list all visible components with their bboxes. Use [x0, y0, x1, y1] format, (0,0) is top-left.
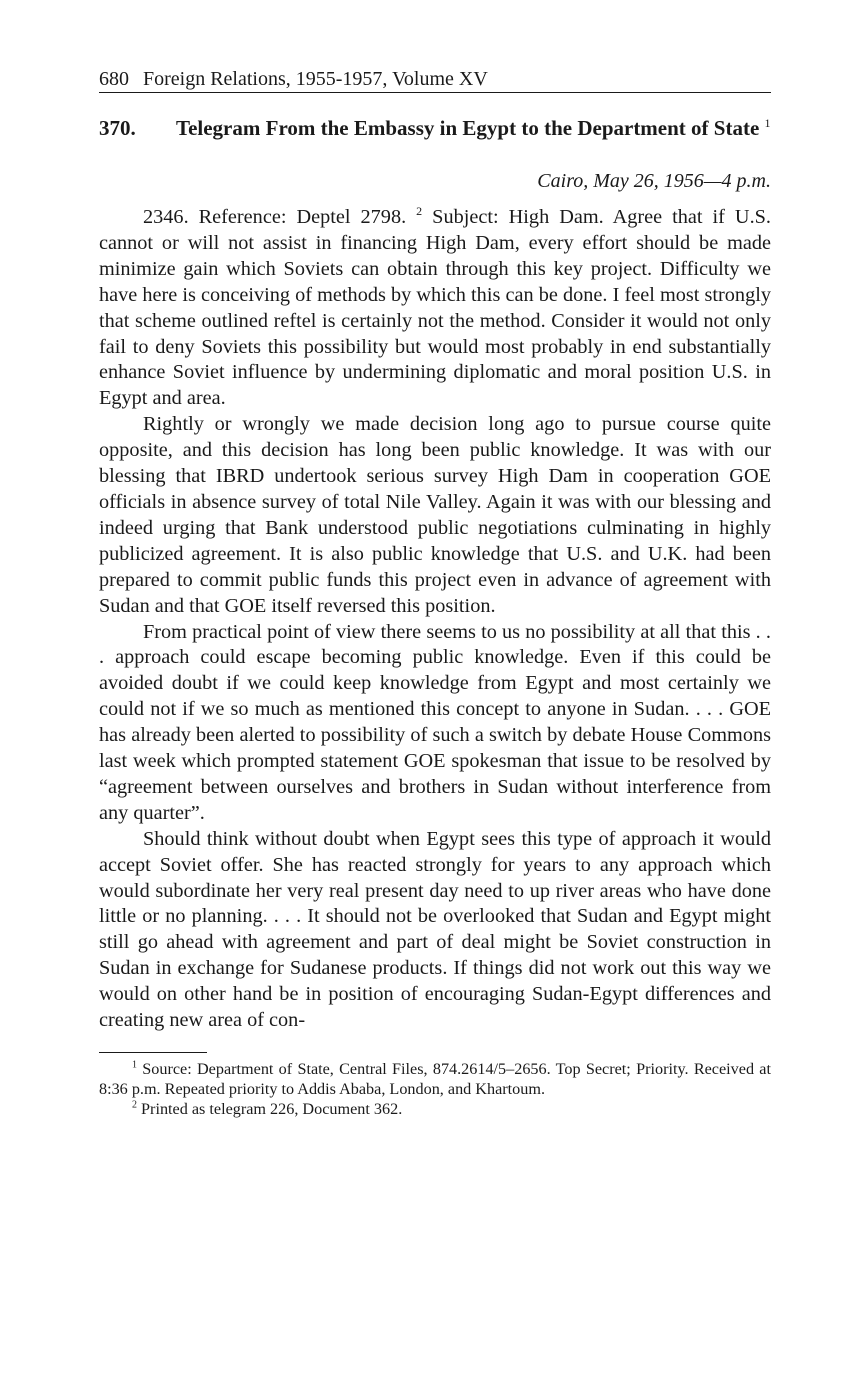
footnote-marker: 1 [132, 1059, 137, 1071]
footnote [99, 1099, 771, 1119]
footnote-ref: 1 [764, 116, 771, 130]
running-head [99, 66, 771, 93]
body-paragraph: Should think without doubt when Egypt sees this type of approach it would accept Soviet offer. She has reacted strongly for years to any approach which would subordinate her very real present day need to up river areas who have done little or no planning. . . . It should not be overlooked that Sudan and Egypt might still go ahead with agreement and part of deal might be Soviet construction in Sudan in exchange for Sudanese products. If things did not work out this way we would on other hand be in position of encouraging Sudan-Egypt differences and creating new area of con- [99, 827, 771, 1032]
document-title-block [176, 115, 771, 141]
body-paragraph: Rightly or wrongly we made decision long ago to pursue course quite opposite, and this decision has long been public knowledge. It was with our blessing that IBRD undertook serious survey High Dam in cooperation GOE officials in absence survey of total Nile Valley. Again it was with our blessing and indeed urging that Bank understood public negotiations culminating in highly publicized agreement. It is also public knowledge that U.S. and U.K. had been prepared to commit public funds this project even in advance of agreement with Sudan and that GOE itself reversed this position. [99, 413, 771, 617]
footnote-divider [99, 1052, 207, 1053]
series-title: Foreign Relations, 1955-1957, Volume XV [143, 68, 488, 90]
footnote-marker: 2 [132, 1099, 137, 1111]
document-page [99, 66, 771, 1119]
page-number: 680 [99, 68, 129, 90]
document-title: Telegram From the Embassy in Egypt to the Department of State [176, 116, 760, 140]
body-paragraph: 2346. Reference: Deptel 2798. $^2$ Subject: High Dam. Agree that if U.S. cannot or will not assist in financing High Dam, every effort should be made minimize gain which Soviets can obtain through this key project. Difficulty we have here is conceiving of methods by which this can be done. I feel most strongly that scheme outlined reftel is certainly not the method. Consider it would not only fail to deny Soviets this possibility but would most probably in end substantially enhance Soviet influence by undermining diplomatic and moral position U.S. in Egypt and area. [99, 204, 772, 410]
footnote-text: Source: Department of State, Central Files, 874.2614/5–2656. Top Secret; Priority. Received at 8:36 p.m. Repeated priority to Addis Ababa, London, and Khartoum. [99, 1060, 771, 1098]
dateline: Cairo, May 26, 1956—4 p.m. [537, 170, 771, 192]
telegram-body [99, 205, 771, 1034]
footnotes [99, 1059, 771, 1119]
body-paragraph: From practical point of view there seems to us no possibility at all that this . . . approach could escape becoming public knowledge. Even if this could be avoided doubt if we could keep knowledge from Egypt and most certainly we could not if we so much as mentioned this concept to anyone in Sudan. . . . GOE has already been alerted to possibility of such a switch by debate House Commons last week which prompted statement GOE spokesman that issue to be resolved by “agreement between ourselves and brothers in Sudan without interference from any quarter”. [99, 620, 771, 824]
footnote-ref: 2 [416, 204, 423, 219]
footnote-text: Printed as telegram 226, Document 362. [137, 1100, 403, 1118]
footnote [99, 1059, 771, 1099]
document-number: 370. [99, 116, 136, 140]
document-heading [99, 115, 771, 141]
